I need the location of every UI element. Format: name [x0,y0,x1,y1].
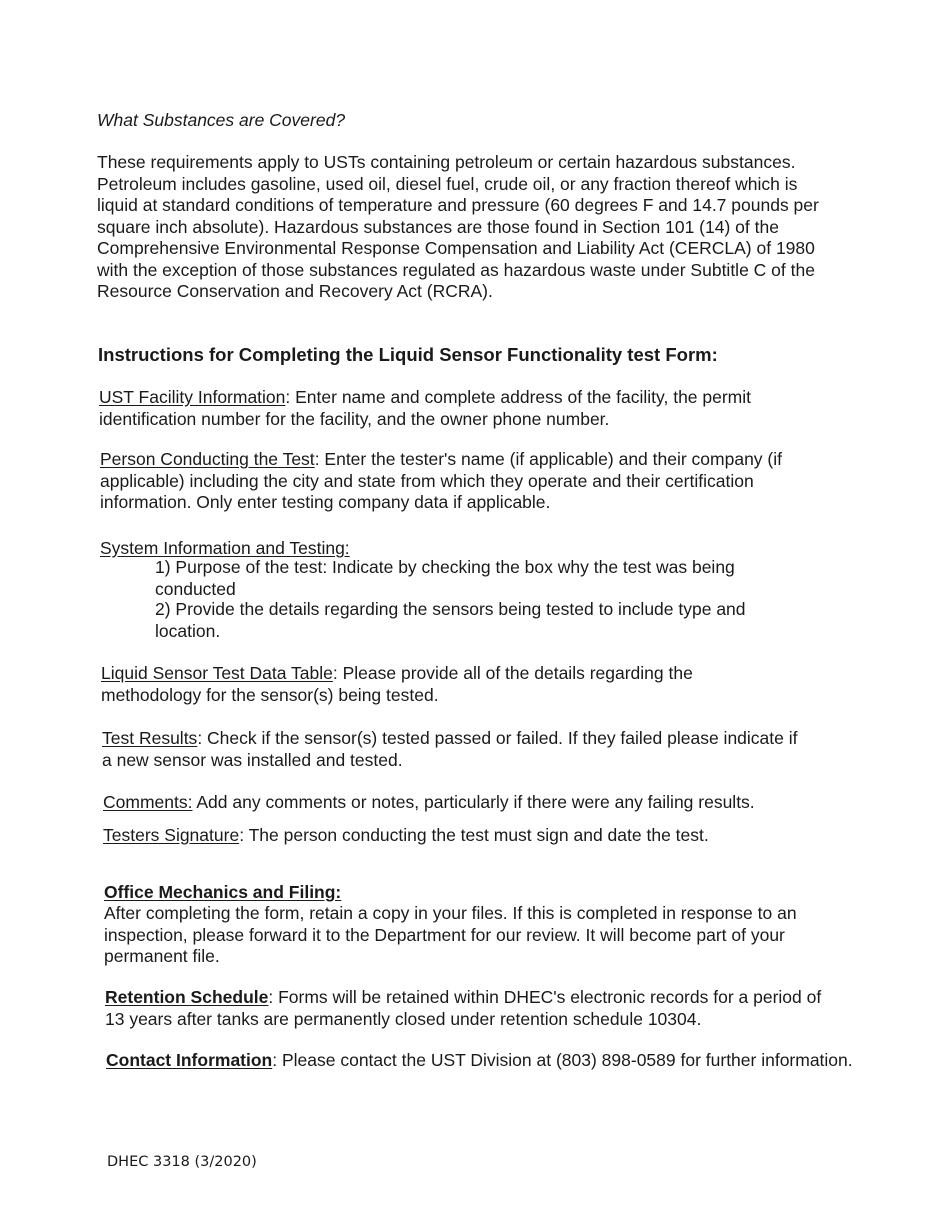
retention-label: Retention Schedule [105,987,269,1007]
retention-paragraph [105,987,830,1030]
contact-text: : Please contact the UST Division at (803) 898-0589 for further information. [272,1050,853,1070]
system-info-label: System Information and Testing: [100,538,350,558]
facility-info-label: UST Facility Information [99,387,286,407]
substances-paragraph: These requirements apply to USTs containing petroleum or certain hazardous substances. Petroleum includes gasoline, used oil, diesel fuel, crude oil, or any fraction thereof which is liquid at standard conditions of temperature and pressure (60 degrees F and 14.7 pounds per square inch absolute). Hazardous substances are those found in Section 101 (14) of the Comprehensive Environmental Response Compensation and Liability Act (CERCLA) of 1980 with the exception of those substances regulated as hazardous waste under Subtitle C of the Resource Conservation and Recovery Act (RCRA). [97,152,819,301]
test-results-paragraph [102,728,802,771]
test-data-table-paragraph [101,663,781,706]
system-item-1: 1) Purpose of the test: Indicate by checking the box why the test was being conducted [155,557,735,599]
comments-paragraph [103,792,903,814]
facility-info-paragraph [99,387,799,430]
instructions-heading: Instructions for Completing the Liquid Sensor Functionality test Form: [98,344,718,365]
test-results-label: Test Results [102,728,198,748]
signature-paragraph [103,825,903,847]
office-mechanics-label: Office Mechanics and Filing: [104,882,342,902]
contact-paragraph [106,1050,926,1072]
person-conducting-text: : Enter the tester's name (if applicable) and their company (if applicable) including the city and state from which they operate and their certification information. Only enter testing company data if applicable. [100,449,783,512]
signature-text: : The person conducting the test must sign and date the test. [239,825,709,845]
system-item-2: 2) Provide the details regarding the sensors being tested to include type and location. [155,599,746,641]
comments-text: Add any comments or notes, particularly if there were any failing results. [192,792,755,812]
form-id-footer: DHEC 3318 (3/2020) [107,1154,257,1170]
contact-label: Contact Information [106,1050,273,1070]
signature-label: Testers Signature [103,825,240,845]
office-mechanics-text: After completing the form, retain a copy in your files. If this is completed in response to an inspection, please forward it to the Department for our review. It will become part of your permanent file. [104,903,797,966]
test-data-table-text: : Please provide all of the details regarding the methodology for the sensor(s) being tested. [101,663,693,705]
test-results-text: : Check if the sensor(s) tested passed or failed. If they failed please indicate if a new sensor was installed and tested. [102,728,798,770]
person-conducting-label: Person Conducting the Test [100,449,315,469]
comments-label: Comments: [103,792,193,812]
test-data-table-label: Liquid Sensor Test Data Table [101,663,333,683]
retention-text: : Forms will be retained within DHEC's electronic records for a period of 13 years after tanks are permanently closed under retention schedule 10304. [105,987,822,1029]
facility-info-text: : Enter name and complete address of the facility, the permit identification number for the facility, and the owner phone number. [99,387,752,429]
section-title-substances: What Substances are Covered? [97,110,346,130]
person-conducting-paragraph [100,449,835,514]
